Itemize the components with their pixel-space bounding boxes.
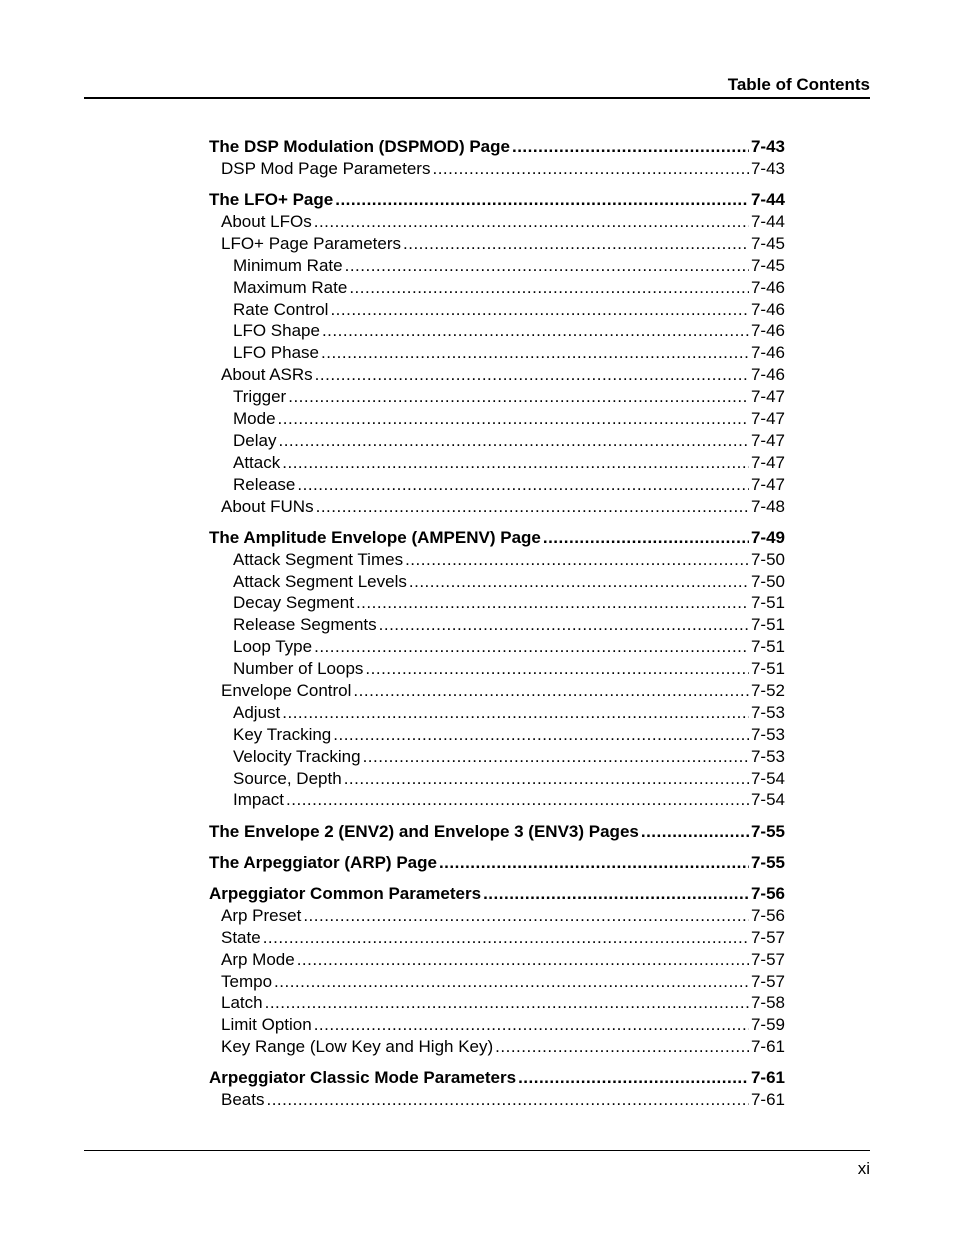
- toc-entry-title: Latch: [221, 993, 263, 1013]
- toc-entry[interactable]: [209, 299, 785, 321]
- toc-entry[interactable]: [209, 724, 785, 746]
- toc-entry[interactable]: [209, 680, 785, 702]
- toc-entry-title: Loop Type: [233, 637, 313, 657]
- dot-leader: [345, 255, 749, 277]
- dot-leader: [353, 680, 749, 702]
- dot-leader: [278, 430, 749, 452]
- toc-entry-title: Minimum Rate: [233, 255, 343, 275]
- toc-entry-title: Velocity Tracking: [233, 746, 361, 766]
- toc-section-entry[interactable]: [209, 852, 785, 874]
- dot-leader: [363, 746, 749, 768]
- dot-leader: [495, 1036, 749, 1058]
- toc-entry-page: 7-53: [750, 724, 785, 744]
- toc-entry-page: 7-56: [750, 905, 785, 925]
- toc-entry[interactable]: [209, 702, 785, 724]
- toc-entry-page: 7-53: [750, 746, 785, 766]
- dot-leader: [543, 527, 749, 549]
- dot-leader: [288, 386, 749, 408]
- toc-entry-page: 7-55: [750, 852, 785, 872]
- dot-leader: [379, 614, 749, 636]
- toc-entry-page: 7-47: [750, 452, 785, 472]
- toc-entry-title: Rate Control: [233, 299, 329, 319]
- toc-entry-title: Maximum Rate: [233, 277, 348, 297]
- toc-entry[interactable]: [209, 549, 785, 571]
- toc-section-entry[interactable]: [209, 136, 785, 158]
- toc-entry-page: 7-61: [750, 1090, 785, 1110]
- toc-entry[interactable]: [209, 386, 785, 408]
- toc-section-entry[interactable]: [209, 527, 785, 549]
- toc-entry-page: 7-47: [750, 408, 785, 428]
- dot-leader: [403, 233, 749, 255]
- toc-entry-page: 7-57: [750, 949, 785, 969]
- toc-entry-title: Arpeggiator Common Parameters: [209, 883, 482, 903]
- toc-entry-title: Decay Segment: [233, 593, 354, 613]
- toc-entry[interactable]: [209, 905, 785, 927]
- toc-entry-page: 7-46: [750, 343, 785, 363]
- dot-leader: [297, 949, 749, 971]
- dot-leader: [314, 211, 749, 233]
- toc-entry-title: Arp Mode: [221, 949, 295, 969]
- toc-entry-page: 7-54: [750, 790, 785, 810]
- dot-leader: [344, 768, 749, 790]
- toc-entry-page: 7-58: [750, 993, 785, 1013]
- toc-entry-title: State: [221, 927, 261, 947]
- toc-entry[interactable]: [209, 1014, 785, 1036]
- dot-leader: [315, 364, 749, 386]
- toc-entry-page: 7-43: [750, 137, 785, 156]
- toc-entry[interactable]: [209, 592, 785, 614]
- dot-leader: [286, 789, 749, 811]
- toc-entry-page: 7-51: [750, 593, 785, 613]
- toc-entry[interactable]: [209, 364, 785, 386]
- toc-entry-page: 7-57: [750, 971, 785, 991]
- toc-entry-page: 7-53: [750, 702, 785, 722]
- toc-entry[interactable]: [209, 474, 785, 496]
- toc-entry-title: Tempo: [221, 971, 273, 991]
- toc-entry-title: About LFOs: [221, 211, 312, 231]
- toc-entry-title: Key Range (Low Key and High Key): [221, 1037, 494, 1057]
- toc-entry-page: 7-50: [750, 549, 785, 569]
- toc-entry[interactable]: [209, 255, 785, 277]
- toc-entry-page: 7-55: [750, 821, 785, 841]
- toc-entry[interactable]: [209, 789, 785, 811]
- toc-entry[interactable]: [209, 452, 785, 474]
- toc-entry[interactable]: [209, 949, 785, 971]
- toc-entry-page: 7-54: [750, 768, 785, 788]
- dot-leader: [330, 299, 749, 321]
- dot-leader: [274, 971, 749, 993]
- toc-entry-page: 7-46: [750, 277, 785, 297]
- toc-entry-title: Attack Segment Times: [233, 549, 404, 569]
- toc-entry-title: Release Segments: [233, 615, 377, 635]
- toc-entry-page: 7-49: [750, 527, 785, 547]
- toc-entry-title: Beats: [221, 1090, 265, 1110]
- toc-entry-title: The DSP Modulation (DSPMOD) Page: [209, 137, 510, 156]
- toc-entry-page: 7-52: [750, 680, 785, 700]
- toc-entry-page: 7-47: [750, 387, 785, 407]
- toc-entry-title: Arpeggiator Classic Mode Parameters: [209, 1068, 517, 1088]
- toc-entry-page: 7-51: [750, 659, 785, 679]
- toc-entry-title: Envelope Control: [221, 680, 352, 700]
- toc-entry-title: Number of Loops: [233, 659, 364, 679]
- toc-entry-title: About FUNs: [221, 496, 314, 516]
- header-divider: [84, 97, 870, 99]
- toc-entry-title: Impact: [233, 790, 285, 810]
- toc-entry-page: 7-46: [750, 321, 785, 341]
- toc-entry-title: Key Tracking: [233, 724, 332, 744]
- dot-leader: [483, 883, 749, 905]
- toc-entry[interactable]: [209, 158, 785, 180]
- toc-entry-title: The Envelope 2 (ENV2) and Envelope 3 (ENV3) Pages: [209, 821, 639, 841]
- toc-entry-title: About ASRs: [221, 365, 313, 385]
- dot-leader: [303, 905, 749, 927]
- toc-section-entry[interactable]: [209, 821, 785, 843]
- toc-entry-page: 7-56: [750, 883, 785, 903]
- dot-leader: [265, 992, 749, 1014]
- dot-leader: [335, 189, 749, 211]
- toc-entry[interactable]: [209, 992, 785, 1014]
- table-of-contents: [209, 136, 785, 1111]
- toc-entry-page: 7-46: [750, 365, 785, 385]
- dot-leader: [356, 592, 749, 614]
- toc-entry-title: LFO Phase: [233, 343, 319, 363]
- toc-entry[interactable]: [209, 496, 785, 518]
- dot-leader: [316, 496, 749, 518]
- toc-entry[interactable]: [209, 927, 785, 949]
- dot-leader: [439, 852, 749, 874]
- dot-leader: [512, 136, 749, 158]
- dot-leader: [365, 658, 749, 680]
- toc-entry[interactable]: [209, 614, 785, 636]
- toc-entry-title: Delay: [233, 430, 277, 450]
- toc-entry[interactable]: [209, 211, 785, 233]
- dot-leader: [518, 1067, 749, 1089]
- toc-entry[interactable]: [209, 233, 785, 255]
- toc-entry[interactable]: [209, 746, 785, 768]
- dot-leader: [405, 549, 749, 571]
- toc-entry[interactable]: [209, 430, 785, 452]
- toc-entry-page: 7-61: [750, 1037, 785, 1057]
- toc-entry-title: The LFO+ Page: [209, 190, 334, 210]
- dot-leader: [349, 277, 749, 299]
- toc-entry-title: DSP Mod Page Parameters: [221, 158, 431, 178]
- toc-entry-title: Mode: [233, 408, 276, 428]
- dot-leader: [432, 158, 749, 180]
- toc-section-entry[interactable]: [209, 189, 785, 211]
- toc-entry-page: 7-51: [750, 615, 785, 635]
- toc-entry-title: The Arpeggiator (ARP) Page: [209, 852, 437, 872]
- dot-leader: [263, 927, 749, 949]
- toc-entry[interactable]: [209, 1089, 785, 1111]
- toc-entry-title: Attack: [233, 452, 281, 472]
- toc-entry-page: 7-57: [750, 927, 785, 947]
- toc-entry-title: Trigger: [233, 387, 287, 407]
- footer-divider: [84, 1150, 870, 1151]
- toc-section-entry[interactable]: [209, 883, 785, 905]
- dot-leader: [314, 636, 749, 658]
- dot-leader: [322, 320, 749, 342]
- toc-entry-title: Source, Depth: [233, 768, 342, 788]
- toc-entry-title: Arp Preset: [221, 905, 302, 925]
- toc-entry-page: 7-46: [750, 299, 785, 319]
- toc-entry-title: LFO+ Page Parameters: [221, 233, 402, 253]
- toc-entry-page: 7-48: [750, 496, 785, 516]
- toc-entry[interactable]: [209, 971, 785, 993]
- page-number: xi: [857, 1159, 870, 1178]
- dot-leader: [278, 408, 749, 430]
- dot-leader: [333, 724, 749, 746]
- toc-entry-page: 7-44: [750, 190, 785, 210]
- toc-entry-title: Attack Segment Levels: [233, 571, 407, 591]
- toc-entry[interactable]: [209, 1036, 785, 1058]
- dot-leader: [282, 452, 749, 474]
- toc-section-entry[interactable]: [209, 1067, 785, 1089]
- toc-entry-page: 7-50: [750, 571, 785, 591]
- toc-entry-page: 7-61: [750, 1068, 785, 1088]
- toc-entry[interactable]: [209, 342, 785, 364]
- toc-entry[interactable]: [209, 408, 785, 430]
- dot-leader: [641, 821, 749, 843]
- dot-leader: [314, 1014, 749, 1036]
- toc-entry-page: 7-45: [750, 255, 785, 275]
- toc-entry-page: 7-59: [750, 1015, 785, 1035]
- dot-leader: [266, 1089, 748, 1111]
- toc-entry[interactable]: [209, 571, 785, 593]
- toc-entry-page: 7-51: [750, 637, 785, 657]
- toc-entry[interactable]: [209, 320, 785, 342]
- toc-entry[interactable]: [209, 768, 785, 790]
- dot-leader: [409, 571, 749, 593]
- toc-entry-title: Release: [233, 474, 296, 494]
- toc-entry-page: 7-43: [750, 158, 785, 178]
- page-header-title: Table of Contents: [727, 75, 870, 94]
- toc-entry[interactable]: [209, 636, 785, 658]
- toc-entry-page: 7-45: [750, 233, 785, 253]
- toc-entry[interactable]: [209, 658, 785, 680]
- dot-leader: [282, 702, 749, 724]
- toc-entry-page: 7-47: [750, 430, 785, 450]
- toc-entry-title: The Amplitude Envelope (AMPENV) Page: [209, 527, 541, 547]
- toc-entry[interactable]: [209, 277, 785, 299]
- toc-entry-page: 7-44: [750, 211, 785, 231]
- dot-leader: [321, 342, 749, 364]
- dot-leader: [297, 474, 749, 496]
- toc-entry-title: Adjust: [233, 702, 281, 722]
- toc-entry-page: 7-47: [750, 474, 785, 494]
- toc-entry-title: Limit Option: [221, 1015, 312, 1035]
- toc-entry-title: LFO Shape: [233, 321, 320, 341]
